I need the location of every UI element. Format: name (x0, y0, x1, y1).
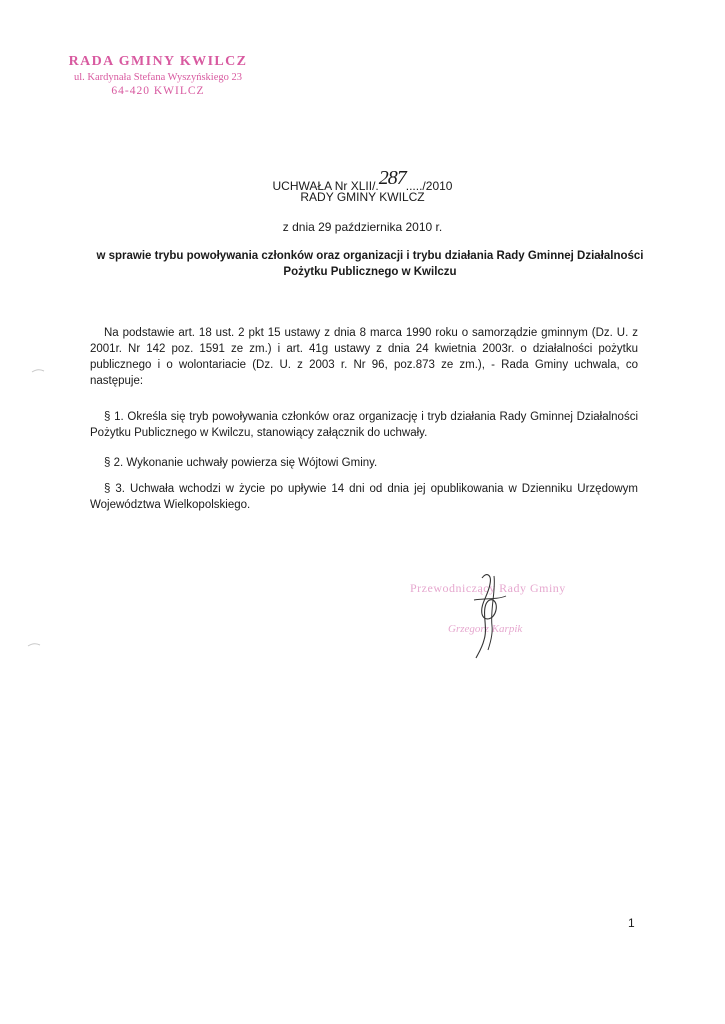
paragraph-2-text: Wykonanie uchwały powierza się Wójtowi Gminy. (123, 457, 378, 469)
signature-name-stamp: Grzegorz Karpik (448, 623, 523, 635)
resolution-number-handwritten: 287 (378, 167, 406, 189)
signature-title-stamp: Przewodniczący Rady Gminy (410, 581, 566, 595)
paragraph-1-text: Określa się tryb powoływania członków oraz organizację i tryb działania Rady Gminnej Działalności Pożytku Publicznego w Kwilczu, stanowiący załącznik do uchwały. (90, 411, 639, 439)
margin-mark-bottom (28, 644, 40, 646)
stamp-line-2: ul. Kardynała Stefana Wyszyńskiego 23 (73, 72, 242, 83)
resolution-subject: w sprawie trybu powoływania członków oraz organizacji i trybu działania Rady Gminnej Działalności Pożytku Publicznego w Kwilczu (96, 250, 644, 278)
resolution-number-suffix: ...../2010 (405, 179, 453, 193)
resolution-date: z dnia 29 października 2010 r. (282, 220, 443, 234)
paragraph-2-label: § 2. (104, 457, 124, 469)
paragraph-3-label: § 3. (104, 483, 125, 495)
resolution-number-prefix: UCHWAŁA Nr XLII/. (272, 179, 379, 193)
stamp-line-3: 64-420 KWILCZ (111, 85, 205, 97)
page-number: 1 (628, 916, 635, 930)
margin-mark-top (32, 370, 44, 372)
paragraph-3-text: Uchwała wchodzi w życie po upływie 14 dni od dnia jej opublikowania w Dzienniku Urzędowym Województwa Wielkopolskiego. (90, 483, 638, 511)
resolution-body: RADY GMINY KWILCZ (300, 190, 425, 204)
legal-basis: Na podstawie art. 18 ust. 2 pkt 15 ustawy z dnia 8 marca 1990 roku o samorządzie gminnym (Dz. U. z 2001r. Nr 142 poz. 1591 ze zm.) i art. 41g ustawy z dnia 24 kwietnia 2003r. o działalności pożytku publicznego i o wolontariacie (Dz. U. z 2003 r. Nr 96, poz.873 ze zm.), - Rada Gminy uchwala, co następuje: (90, 327, 638, 387)
paragraph-1-label: § 1. (104, 411, 124, 423)
stamp-line-1: RADA GMINY KWILCZ (68, 54, 248, 69)
